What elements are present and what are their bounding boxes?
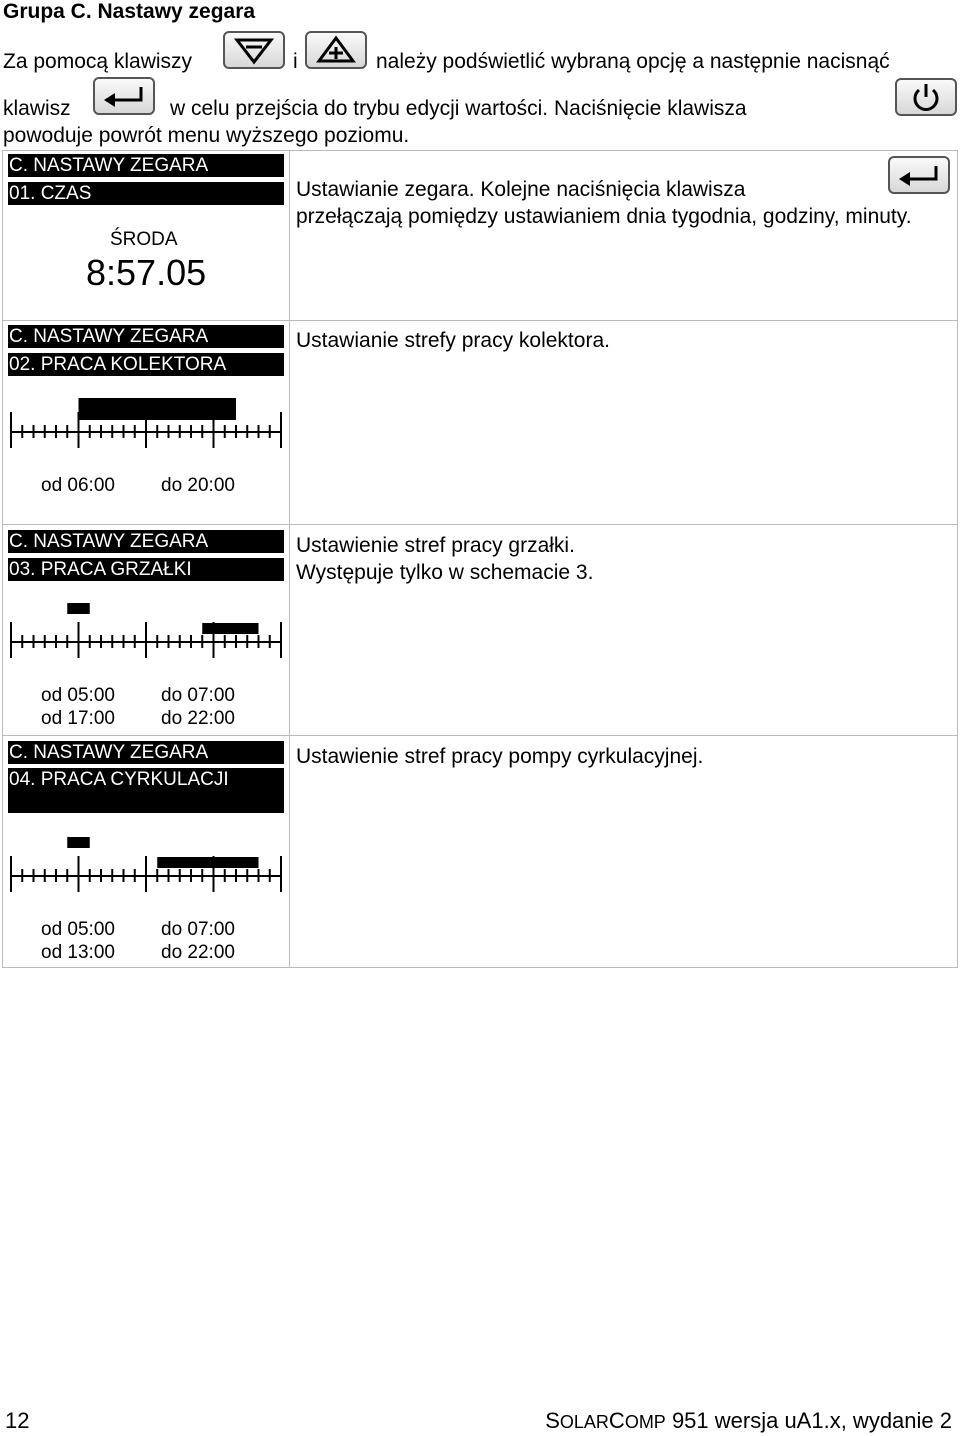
zone-end: do 20:00 [161,475,235,496]
zone-bar [157,857,258,868]
zone-end: do 07:00 [161,919,235,940]
lcd-item-label: 03. PRACA GRZAŁKI [8,558,284,581]
timeline-kolektora [8,396,284,452]
zone-bar [67,603,90,614]
zone-end: do 22:00 [161,708,235,729]
table-row-divider [2,524,958,525]
zone-bar [79,398,237,420]
plus-key-icon [305,31,367,69]
intro-line2-a: klawisz [3,97,71,120]
table-row-divider [2,320,958,321]
row3-description [296,532,593,586]
footer-olar: OLAR [559,1412,609,1432]
page-number: 12 [5,1408,30,1433]
zone-end: do 07:00 [161,685,235,706]
row1-description [296,176,950,230]
table-row-divider [2,735,958,736]
row1-desc-a: Ustawianie zegara. Kolejne naciśnięcia klawisza [296,178,746,201]
row1-desc-b: przełączają pomiędzy ustawianiem dnia tygodnia, godziny, minuty. [296,205,912,228]
zone-start: od 13:00 [41,942,115,963]
timeline-cyrkulacji [8,834,284,896]
lcd-item-label: 01. CZAS [8,182,284,205]
lcd-group-label: C. NASTAWY ZEGARA [8,325,284,348]
timeline-grzalki [8,600,284,662]
lcd-group-label: C. NASTAWY ZEGARA [8,154,284,177]
section-heading: Grupa C. Nastawy zegara [3,0,256,23]
intro-line3: powoduje powrót menu wyższego poziomu. [3,124,410,147]
enter-key-icon [93,77,155,115]
zone-start: od 05:00 [41,919,115,940]
lcd-day: ŚRODA [110,229,178,250]
row3-desc-1: Ustawienie stref pracy grzałki. [296,534,575,557]
enter-key-icon [888,156,950,194]
intro-line1-a: Za pomocą klawiszy [3,50,193,73]
zone-bar [202,623,258,634]
minus-key-icon [223,31,285,69]
zone-start: od 17:00 [41,708,115,729]
zone-start: od 06:00 [41,475,115,496]
intro-line1-b: i [293,50,298,73]
lcd-item-label: 04. PRACA CYRKULACJI [8,768,284,813]
intro-line1-c: należy podświetlić wybraną opcję a następnie nacisnąć [376,50,890,73]
zone-end: do 22:00 [161,942,235,963]
lcd-group-label: C. NASTAWY ZEGARA [8,530,284,553]
row3-desc-2: Występuje tylko w schemacie 3. [296,561,594,584]
zone-bar [67,837,90,848]
footer-c: C [608,1408,625,1433]
row2-description: Ustawianie strefy pracy kolektora. [296,329,610,352]
row4-description: Ustawienie stref pracy pompy cyrkulacyjnej. [296,745,704,768]
power-key-icon [895,78,957,116]
lcd-group-label: C. NASTAWY ZEGARA [8,741,284,764]
lcd-time: 8:57.05 [86,252,207,293]
footer-rest: 951 wersja uA1.x, wydanie 2 [665,1408,952,1433]
lcd-item-label: 02. PRACA KOLEKTORA [8,353,284,376]
intro-line2-b: w celu przejścia do trybu edycji wartości. Naciśnięcie klawisza [170,97,747,120]
footer-product [545,1408,952,1434]
table-column-divider [289,150,290,968]
footer-omp: OMP [624,1412,666,1432]
zone-start: od 05:00 [41,685,115,706]
footer-s: S [545,1408,560,1433]
